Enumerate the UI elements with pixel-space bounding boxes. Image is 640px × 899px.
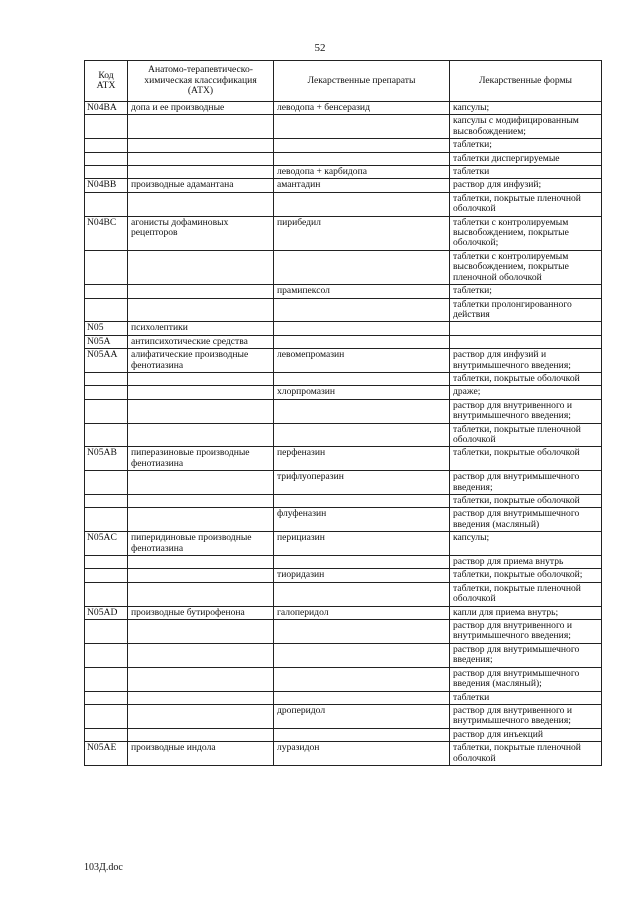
cell-code xyxy=(85,399,128,423)
cell-code xyxy=(85,728,128,741)
cell-drug: прамипексол xyxy=(274,285,450,298)
cell-drug xyxy=(274,667,450,691)
table-row xyxy=(85,322,602,335)
cell-code xyxy=(85,556,128,569)
table-row xyxy=(85,139,602,152)
cell-code xyxy=(85,643,128,667)
cell-code xyxy=(85,620,128,644)
cell-drug xyxy=(274,620,450,644)
cell-classification xyxy=(128,152,274,165)
cell-drug xyxy=(274,335,450,348)
table-row xyxy=(85,606,602,619)
cell-form: таблетки; xyxy=(450,285,602,298)
table-row xyxy=(85,643,602,667)
cell-classification xyxy=(128,139,274,152)
cell-form: раствор для инъекций xyxy=(450,728,602,741)
cell-classification xyxy=(128,691,274,704)
cell-classification xyxy=(128,285,274,298)
cell-code xyxy=(85,582,128,606)
cell-drug xyxy=(274,372,450,385)
cell-form: драже; xyxy=(450,386,602,399)
cell-drug: перициазин xyxy=(274,532,450,556)
cell-form: таблетки xyxy=(450,166,602,179)
table-row xyxy=(85,569,602,582)
header-code: Код АТХ xyxy=(85,61,128,102)
cell-code xyxy=(85,152,128,165)
cell-classification xyxy=(128,399,274,423)
cell-form: капсулы; xyxy=(450,532,602,556)
cell-form: таблетки с контролируемым высвобождением, покрытые оболочкой; xyxy=(450,216,602,250)
table-header-row xyxy=(85,61,602,102)
cell-code: N05AA xyxy=(85,349,128,373)
cell-code xyxy=(85,471,128,495)
cell-code xyxy=(85,192,128,216)
cell-classification xyxy=(128,728,274,741)
table-row xyxy=(85,285,602,298)
cell-code xyxy=(85,495,128,508)
cell-code: N04BA xyxy=(85,102,128,115)
cell-code xyxy=(85,508,128,532)
cell-classification xyxy=(128,620,274,644)
cell-code: N05AB xyxy=(85,447,128,471)
table-row xyxy=(85,216,602,250)
table-row xyxy=(85,179,602,192)
cell-classification xyxy=(128,556,274,569)
cell-classification xyxy=(128,372,274,385)
table-row xyxy=(85,166,602,179)
cell-classification xyxy=(128,582,274,606)
cell-classification xyxy=(128,508,274,532)
table-row xyxy=(85,495,602,508)
cell-drug xyxy=(274,495,450,508)
cell-form: капли для приема внутрь; xyxy=(450,606,602,619)
cell-drug: галоперидол xyxy=(274,606,450,619)
table-body xyxy=(85,102,602,766)
table-row xyxy=(85,115,602,139)
table-row xyxy=(85,691,602,704)
cell-classification: производные индола xyxy=(128,742,274,766)
table-row xyxy=(85,667,602,691)
cell-classification: производные бутирофенона xyxy=(128,606,274,619)
cell-code xyxy=(85,250,128,284)
cell-form: таблетки, покрытые пленочной оболочкой xyxy=(450,192,602,216)
cell-form: раствор для внутривенного и внутримышечного введения; xyxy=(450,704,602,728)
cell-drug: луразидон xyxy=(274,742,450,766)
cell-form: таблетки, покрытые оболочкой; xyxy=(450,569,602,582)
cell-classification xyxy=(128,569,274,582)
table-row xyxy=(85,582,602,606)
cell-form: таблетки, покрытые пленочной оболочкой xyxy=(450,423,602,447)
cell-code: N05A xyxy=(85,335,128,348)
cell-code: N04BB xyxy=(85,179,128,192)
cell-classification xyxy=(128,115,274,139)
table-row xyxy=(85,386,602,399)
cell-form: капсулы с модифицированным высвобождением; xyxy=(450,115,602,139)
cell-classification xyxy=(128,386,274,399)
table-row xyxy=(85,399,602,423)
cell-classification xyxy=(128,423,274,447)
cell-code xyxy=(85,372,128,385)
cell-form: таблетки, покрытые пленочной оболочкой xyxy=(450,742,602,766)
cell-drug xyxy=(274,322,450,335)
cell-code xyxy=(85,166,128,179)
cell-classification: психолептики xyxy=(128,322,274,335)
cell-drug: хлорпромазин xyxy=(274,386,450,399)
cell-code: N05 xyxy=(85,322,128,335)
cell-classification: пиперидиновые производные фенотиазина xyxy=(128,532,274,556)
cell-drug: трифлуоперазин xyxy=(274,471,450,495)
cell-code xyxy=(85,667,128,691)
cell-form: таблетки, покрытые оболочкой xyxy=(450,372,602,385)
table-row xyxy=(85,335,602,348)
cell-code: N04BC xyxy=(85,216,128,250)
cell-form: таблетки, покрытые пленочной оболочкой xyxy=(450,582,602,606)
cell-classification xyxy=(128,643,274,667)
cell-form: раствор для приема внутрь xyxy=(450,556,602,569)
cell-form: раствор для внутривенного и внутримышечного введения; xyxy=(450,620,602,644)
cell-form xyxy=(450,335,602,348)
table-row xyxy=(85,728,602,741)
cell-drug: амантадин xyxy=(274,179,450,192)
atx-table xyxy=(84,60,602,766)
footer-filename: 103Д.doc xyxy=(84,862,123,873)
cell-drug xyxy=(274,298,450,322)
cell-form: таблетки диспергируемые xyxy=(450,152,602,165)
table-row xyxy=(85,102,602,115)
cell-classification: производные адамантана xyxy=(128,179,274,192)
table-row xyxy=(85,704,602,728)
header-forms: Лекарственные формы xyxy=(450,61,602,102)
cell-drug: перфеназин xyxy=(274,447,450,471)
cell-form: раствор для внутривенного и внутримышечного введения; xyxy=(450,399,602,423)
cell-drug xyxy=(274,399,450,423)
cell-form: таблетки пролонгированного действия xyxy=(450,298,602,322)
cell-classification xyxy=(128,298,274,322)
cell-form xyxy=(450,322,602,335)
cell-drug: дроперидол xyxy=(274,704,450,728)
cell-form: раствор для инфузий и внутримышечного введения; xyxy=(450,349,602,373)
header-classification: Анатомо-терапевтическо-химическая классификация (АТХ) xyxy=(128,61,274,102)
cell-classification xyxy=(128,250,274,284)
cell-classification: антипсихотические средства xyxy=(128,335,274,348)
cell-code: N05AC xyxy=(85,532,128,556)
table-row xyxy=(85,532,602,556)
cell-form: раствор для внутримышечного введения; xyxy=(450,643,602,667)
cell-form: раствор для внутримышечного введения (масляный); xyxy=(450,667,602,691)
cell-form: таблетки xyxy=(450,691,602,704)
cell-form: капсулы; xyxy=(450,102,602,115)
cell-classification: алифатические производные фенотиазина xyxy=(128,349,274,373)
cell-code: N05AE xyxy=(85,742,128,766)
cell-code: N05AD xyxy=(85,606,128,619)
table-row xyxy=(85,423,602,447)
cell-drug xyxy=(274,643,450,667)
table-row xyxy=(85,556,602,569)
cell-form: таблетки с контролируемым высвобождением, покрытые пленочной оболочкой xyxy=(450,250,602,284)
cell-drug xyxy=(274,691,450,704)
cell-drug xyxy=(274,728,450,741)
cell-code xyxy=(85,423,128,447)
table-row xyxy=(85,250,602,284)
cell-drug xyxy=(274,115,450,139)
cell-drug: леводопа + бенсеразид xyxy=(274,102,450,115)
cell-classification xyxy=(128,471,274,495)
cell-form: таблетки, покрытые оболочкой xyxy=(450,447,602,471)
cell-classification xyxy=(128,495,274,508)
cell-classification xyxy=(128,667,274,691)
cell-code xyxy=(85,115,128,139)
cell-drug xyxy=(274,139,450,152)
cell-drug xyxy=(274,556,450,569)
cell-classification: агонисты дофаминовых рецепторов xyxy=(128,216,274,250)
cell-drug xyxy=(274,582,450,606)
cell-drug xyxy=(274,423,450,447)
cell-code xyxy=(85,285,128,298)
table-row xyxy=(85,152,602,165)
cell-classification xyxy=(128,166,274,179)
cell-drug xyxy=(274,192,450,216)
cell-code xyxy=(85,704,128,728)
cell-code xyxy=(85,691,128,704)
cell-code xyxy=(85,139,128,152)
cell-classification: пиперазиновые производные фенотиазина xyxy=(128,447,274,471)
cell-form: таблетки, покрытые оболочкой xyxy=(450,495,602,508)
table-row xyxy=(85,508,602,532)
table-row xyxy=(85,742,602,766)
cell-drug: тиоридазин xyxy=(274,569,450,582)
page-number: 52 xyxy=(314,42,326,54)
cell-form: раствор для внутримышечного введения; xyxy=(450,471,602,495)
cell-drug: леводопа + карбидопа xyxy=(274,166,450,179)
table-row xyxy=(85,298,602,322)
table-row xyxy=(85,192,602,216)
table-row xyxy=(85,447,602,471)
table-row xyxy=(85,471,602,495)
cell-code xyxy=(85,386,128,399)
cell-form: раствор для инфузий; xyxy=(450,179,602,192)
header-drugs: Лекарственные препараты xyxy=(274,61,450,102)
cell-form: таблетки; xyxy=(450,139,602,152)
cell-code xyxy=(85,298,128,322)
table-row xyxy=(85,372,602,385)
cell-drug: левомепромазин xyxy=(274,349,450,373)
table-row xyxy=(85,349,602,373)
cell-classification xyxy=(128,192,274,216)
cell-drug xyxy=(274,152,450,165)
table-row xyxy=(85,620,602,644)
cell-drug xyxy=(274,250,450,284)
cell-drug: пирибедил xyxy=(274,216,450,250)
cell-drug: флуфеназин xyxy=(274,508,450,532)
cell-classification xyxy=(128,704,274,728)
cell-code xyxy=(85,569,128,582)
cell-classification: допа и ее производные xyxy=(128,102,274,115)
cell-form: раствор для внутримышечного введения (масляный) xyxy=(450,508,602,532)
